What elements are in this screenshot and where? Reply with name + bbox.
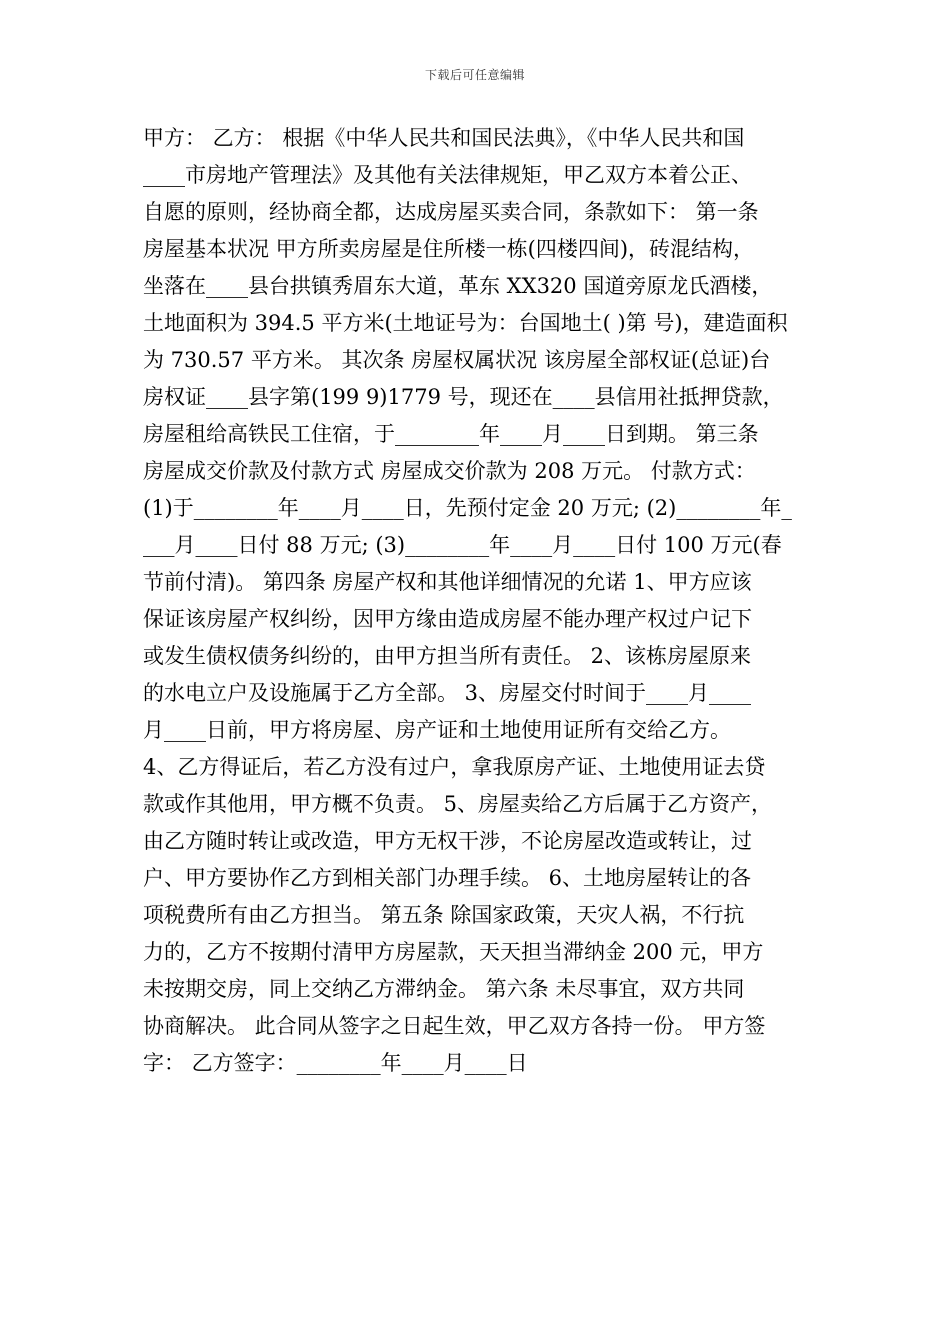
contract-line: ___月____日付 88 万元; (3)________年____月____日付 100 万元(春 [143,533,782,557]
contract-line: 款或作其他用，甲方概不负责。 5、房屋卖给乙方后属于乙方资产， [143,792,773,816]
contract-line: 力的，乙方不按期付清甲方房屋款，天天担当滞纳金 200 元，甲方 [143,940,764,964]
contract-line: 未按期交房，同上交纳乙方滞纳金。 第六条 未尽事宜，双方共同 [143,977,745,1001]
contract-line: 房权证____县字第(199 9)1779 号，现还在____县信用社抵押贷款， [143,385,784,409]
contract-line: 甲方： 乙方： 根据《中华人民共和国民法典》，《中华人民共和国 [143,126,745,150]
contract-line: 土地面积为 394.5 平方米(土地证号为：台国地土( )第 号)，建造面积 [143,311,788,335]
contract-line: 户、甲方要协作乙方到相关部门办理手续。 6、土地房屋转让的各 [143,866,752,890]
contract-line: 协商解决。 此合同从签字之日起生效，甲乙双方各持一份。 甲方签 [143,1014,766,1038]
contract-line: 坐落在____县台拱镇秀眉东大道，革东 XX320 国道旁原龙氏酒楼， [143,274,773,298]
contract-line: 的水电立户及设施属于乙方全部。 3、房屋交付时间于____月____ [143,681,752,705]
contract-line: 4、乙方得证后，若乙方没有过户，拿我原房产证、土地使用证去贷 [143,755,766,779]
contract-line: 由乙方随时转让或改造，甲方无权干涉，不论房屋改造或转让，过 [143,829,752,853]
contract-line: ____市房地产管理法》及其他有关法律规矩，甲乙双方本着公正、 [143,163,752,187]
contract-line: 字： 乙方签字：________年____月____日 [143,1051,528,1075]
contract-line: 或发生债权债务纠纷的，由甲方担当所有责任。 2、该栋房屋原来 [143,644,752,668]
contract-line: 为 730.57 平方米。 其次条 房屋权属状况 该房屋全部权证(总证)台 [143,348,771,372]
contract-body [143,120,813,1082]
contract-line: 项税费所有由乙方担当。 第五条 除国家政策，天灾人祸，不行抗 [143,903,745,927]
contract-line: 房屋基本状况 甲方所卖房屋是住所楼一栋(四楼四间)，砖混结构， [143,237,755,261]
page-header-note: 下载后可任意编辑 [424,68,525,82]
contract-line: 保证该房屋产权纠纷，因甲方缘由造成房屋不能办理产权过户记下 [143,607,752,631]
contract-line: 自愿的原则，经协商全都，达成房屋买卖合同，条款如下： 第一条 [143,200,759,224]
contract-line: 房屋成交价款及付款方式 房屋成交价款为 208 万元。 付款方式： [143,459,756,483]
contract-line: (1)于________年____月____日，先预付定金 20 万元; (2)________年_ [143,496,792,520]
contract-line: 房屋租给高铁民工住宿，于________年____月____日到期。 第三条 [143,422,759,446]
contract-line: 月____日前，甲方将房屋、房产证和土地使用证所有交给乙方。 [143,718,731,742]
contract-line: 节前付清)。 第四条 房屋产权和其他详细情况的允诺 1、甲方应该 [143,570,752,594]
